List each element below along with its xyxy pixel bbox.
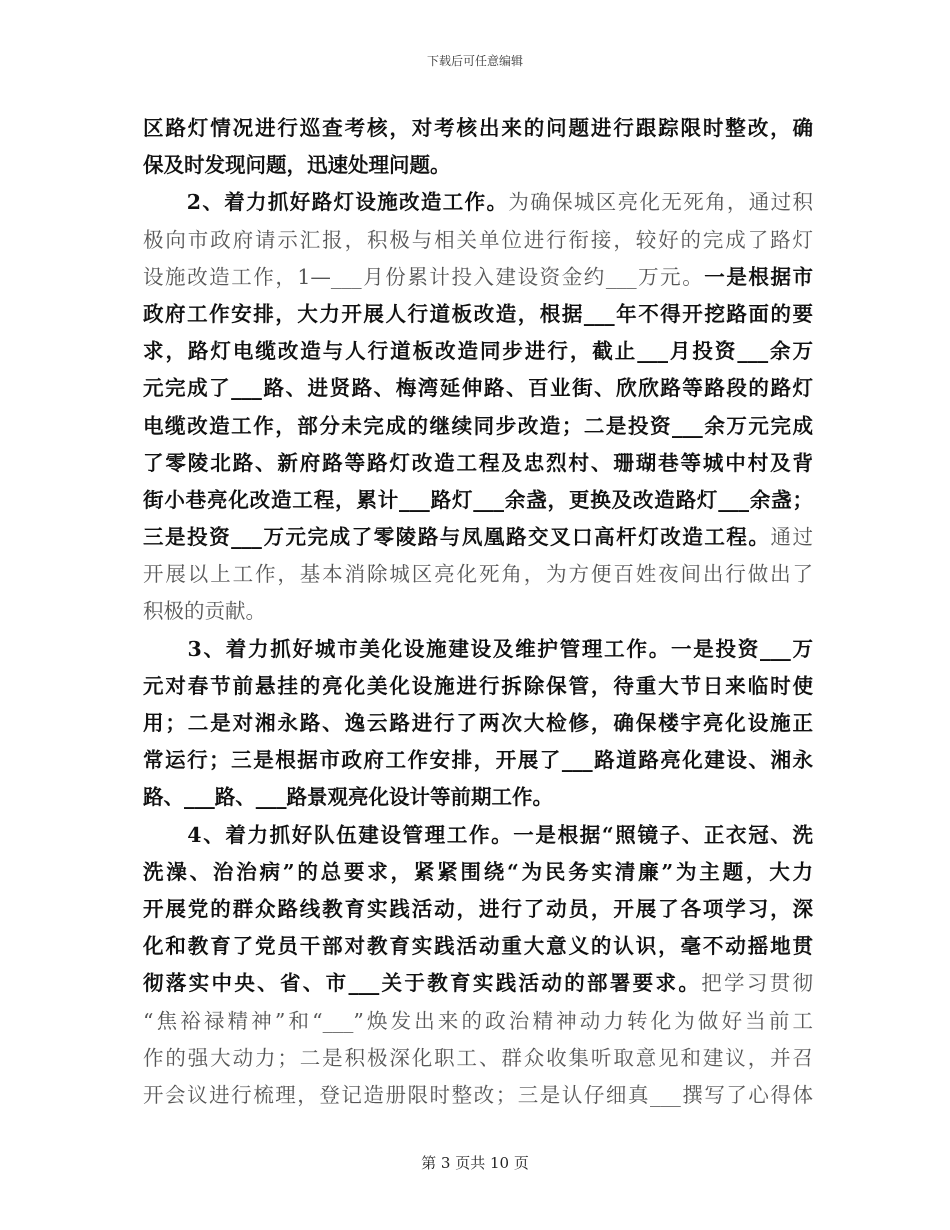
- line-text: 政府工作安排，大力开展人行道板改造，根据___年不得开挖路面的要: [143, 301, 813, 326]
- text-line: [143, 147, 813, 184]
- text-line: [143, 296, 813, 333]
- line-text: “焦裕禄精神”和“___”焕发出来的政治精神动力转化为做好当前工: [143, 1008, 813, 1033]
- line-text: 积极的贡献。: [143, 599, 266, 624]
- line-text: 用；二是对湘永路、逸云路进行了两次大检修，确保楼宇亮化设施正: [143, 711, 813, 735]
- line-text: 开展党的群众路线教育实践活动，进行了动员，开展了各项学习，深: [143, 896, 813, 921]
- line-text: 街小巷亮化改造工程，累计___路灯___余盏，更换及改造路灯___余盏；: [143, 487, 813, 512]
- line-text: 化和教育了党员干部对教育实践活动重大意义的认识，毫不动摇地贯: [143, 934, 813, 959]
- text-line: [143, 259, 813, 296]
- line-text: 区路灯情况进行巡查考核，对考核出来的问题进行跟踪限时整改，确: [143, 116, 813, 140]
- line-text-part: 把学习贯彻: [701, 971, 813, 996]
- text-line: [143, 965, 813, 1002]
- line-text: 元完成了___路、进贤路、梅湾延伸路、百业街、欣欣路等路段的路灯: [143, 376, 813, 401]
- line-text-part: 为确保城区亮化无死角，通过积: [508, 190, 813, 215]
- text-line: [143, 370, 813, 407]
- line-text: 元对春节前悬挂的亮化美化设施进行拆除保管，待重大节日来临时使: [143, 673, 813, 698]
- line-text: 极向市政府请示汇报，积极与相关单位进行衔接，较好的完成了路灯: [143, 227, 813, 252]
- text-line: [143, 110, 813, 147]
- text-line: [143, 408, 813, 445]
- text-line: [143, 817, 813, 854]
- line-text-part: 彻落实中央、省、市___关于教育实践活动的部署要求。: [143, 971, 702, 996]
- line-text: 路、___路、___路景观亮化设计等前期工作。: [143, 785, 553, 810]
- text-line: [143, 742, 813, 779]
- text-line: [143, 482, 813, 519]
- text-line: [143, 668, 813, 705]
- page-header: 下载后可任意编辑: [426, 54, 523, 68]
- text-line: [143, 333, 813, 370]
- text-line: [143, 1077, 813, 1114]
- text-line: [143, 556, 813, 593]
- line-text: 作的强大动力；二是积极深化职工、群众收集听取意见和建议，并召: [143, 1045, 813, 1070]
- line-text: 求，路灯电缆改造与人行道板改造同步进行，截止___月投资___余万: [143, 339, 813, 364]
- page-footer: 第 3 页共 10 页: [421, 1154, 529, 1172]
- line-text: 4、着力抓好队伍建设管理工作。一是根据“照镜子、正衣冠、洗: [143, 822, 813, 847]
- text-line: [143, 779, 813, 816]
- line-text-part: 2、着力抓好路灯设施改造工作。: [143, 190, 509, 215]
- line-text: 开会议进行梳理，登记造册限时整改；三是认仔细真___撰写了心得体: [143, 1082, 813, 1107]
- line-text-part: 通过: [770, 525, 813, 550]
- line-text: 3、着力抓好城市美化设施建设及维护管理工作。一是投资___万: [143, 636, 813, 661]
- line-text-part: 设施改造工作，1—___月份累计投入建设资金约___万元。: [143, 264, 705, 289]
- line-text-part: 一是根据市: [704, 264, 813, 289]
- line-text: 常运行；三是根据市政府工作安排，开展了___路道路亮化建设、湘永: [143, 748, 813, 773]
- text-line: [143, 1003, 813, 1040]
- line-text: 洗澡、治治病”的总要求，紧紧围绕“为民务实清廉”为主题，大力: [143, 859, 813, 884]
- text-line: [143, 631, 813, 668]
- text-line: [143, 445, 813, 482]
- line-text-part: 三是投资___万元完成了零陵路与凤凰路交叉口高杆灯改造工程。: [143, 525, 771, 550]
- text-line: [143, 222, 813, 259]
- line-text: 电缆改造工作，部分未完成的继续同步改造；二是投资___余万元完成: [143, 413, 813, 438]
- line-text: 保及时发现问题，迅速处理问题。: [143, 153, 451, 178]
- text-line: [143, 928, 813, 965]
- text-line: [143, 1040, 813, 1077]
- text-line: [143, 519, 813, 556]
- document-body: [143, 110, 813, 1114]
- line-text: 了零陵北路、新府路等路灯改造工程及忠烈村、珊瑚巷等城中村及背: [143, 450, 813, 475]
- text-line: [143, 891, 813, 928]
- text-line: [143, 705, 813, 742]
- text-line: [143, 854, 813, 891]
- text-line: [143, 593, 813, 630]
- line-text: 开展以上工作，基本消除城区亮化死角，为方便百姓夜间出行做出了: [143, 562, 813, 587]
- text-line: [143, 184, 813, 221]
